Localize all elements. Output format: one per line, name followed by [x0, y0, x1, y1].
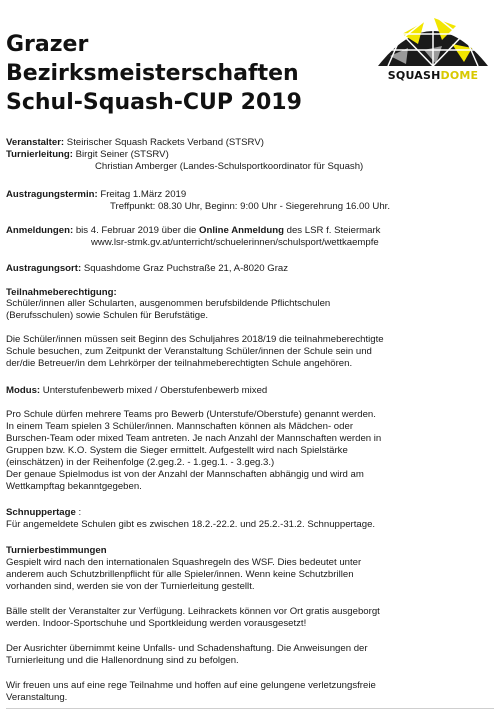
turnier-p3-l1: Der Ausrichter übernimmt keine Unfalls- und Schadenshaftung. Die Anweisungen der — [6, 643, 368, 654]
teilnahme-p2-l1: Die Schüler/innen müssen seit Beginn des Schuljahres 2018/19 die teilnahmeberechtigte — [6, 334, 384, 345]
teilnahme-p2-l2: Schule besuchen, zum Zeitpunkt der Veranstaltung Schüler/innen der Schule sein und — [6, 346, 372, 357]
bottom-divider — [6, 708, 494, 709]
modus-p-l6: Der genaue Spielmodus ist von der Anzahl der Mannschaften abhängig und wird am — [6, 469, 364, 480]
turnier-p4-l1: Wir freuen uns auf eine rege Teilnahme und hoffen auf eine gelungene verletzungsfreie — [6, 680, 376, 691]
modus-p-l1: Pro Schule dürfen mehrere Teams pro Bewerb (Unterstufe/Oberstufe) genannt werden. — [6, 409, 376, 420]
modus-p-l3: Burschen-Team oder mixed Team antreten. Je nach Anzahl der Mannschaften werden in — [6, 433, 382, 444]
logo-text-squash: SQUASH — [387, 69, 441, 82]
turnier-p4-l2: Veranstaltung. — [6, 692, 68, 703]
modus-p-l7: Wettkampftag bekanntgegeben. — [6, 481, 142, 492]
title-line-1: Grazer — [6, 32, 89, 57]
turnier-p2-l2: werden. Indoor-Sportschuhe und Sportkleidung werden vorausgesetzt! — [6, 618, 307, 629]
anmeldungen-line: Anmeldungen: bis 4. Februar 2019 über die Online Anmeldung des LSR f. Steiermark — [6, 225, 381, 236]
logo-text-dome: DOME — [440, 69, 479, 82]
turnier-p1-l2: anderem auch Schutzbrillenpflicht für alle Spieler/innen. Wenn keine Schutzbrillen — [6, 569, 354, 580]
schnupper-heading: Schnuppertage : — [6, 507, 82, 518]
turnierleitung-line-2: Christian Amberger (Landes-Schulsportkoordinator für Squash) — [95, 161, 364, 172]
squashdome-logo — [372, 4, 494, 86]
title-line-3: Schul-Squash-CUP 2019 — [6, 90, 302, 115]
dome-icon — [372, 4, 494, 70]
turnierleitung-line: Turnierleitung: Birgit Seiner (STSRV) — [6, 149, 169, 160]
veranstalter-line: Veranstalter: Steirischer Squash Rackets Verband (STSRV) — [6, 137, 264, 148]
modus-line: Modus: Unterstufenbewerb mixed / Oberstufenbewerb mixed — [6, 385, 268, 396]
turnier-heading: Turnierbestimmungen — [6, 545, 107, 556]
austragungsort-line: Austragungsort: Squashdome Graz Puchstraße 21, A-8020 Graz — [6, 263, 289, 274]
turnier-p2-l1: Bälle stellt der Veranstalter zur Verfügung. Leihrackets können vor Ort gratis ausgeborgt — [6, 606, 380, 617]
turnier-p1-l3: vorhanden sind, werden sie von der Turnierleitung gestellt. — [6, 581, 255, 592]
turnier-p1-l1: Gespielt wird nach den internationalen Squashregeln des WSF. Dies bedeutet unter — [6, 557, 362, 568]
treffpunkt-line: Treffpunkt: 08.30 Uhr, Beginn: 9:00 Uhr - Siegerehrung 16.00 Uhr. — [110, 201, 390, 212]
teilnahme-p1-l1: Schüler/innen aller Schularten, ausgenommen berufsbildende Pflichtschulen — [6, 298, 331, 309]
turnier-p3-l2: Turnierleitung und die Hallenordnung sind zu befolgen. — [6, 655, 239, 666]
modus-p-l2: In einem Team spielen 3 Schüler/innen. Mannschaften können als Mädchen- oder — [6, 421, 354, 432]
austragungstermin-line: Austragungstermin: Freitag 1.März 2019 — [6, 189, 187, 200]
teilnahme-p1-l2: (Berufsschulen) sowie Schulen für Berufstätige. — [6, 310, 209, 321]
page-title — [6, 30, 366, 117]
teilnahme-p2-l3: der/die Betreuer/in dem Lehrkörper der teilnahmeberechtigten Schule angehören. — [6, 358, 353, 369]
modus-p-l4: Gruppen bzw. K.O. System die Sieger ermittelt. Aufgestellt wird nach Spielstärke — [6, 445, 348, 456]
logo-wordmark — [372, 69, 494, 82]
modus-p-l5: (einschätzen) in der Reihenfolge (2.geg.2. - 1.geg.1. - 3.geg.3.) — [6, 457, 275, 468]
schnupper-text: Für angemeldete Schulen gibt es zwischen 18.2.-22.2. und 25.2.-31.2. Schnuppertage. — [6, 519, 376, 530]
anmeldung-url[interactable]: www.lsr-stmk.gv.at/unterricht/schuelerinnen/schulsport/wettkaempfe — [91, 237, 379, 248]
teilnahme-heading: Teilnahmeberechtigung: — [6, 287, 117, 298]
title-line-2: Bezirksmeisterschaften — [6, 61, 299, 86]
